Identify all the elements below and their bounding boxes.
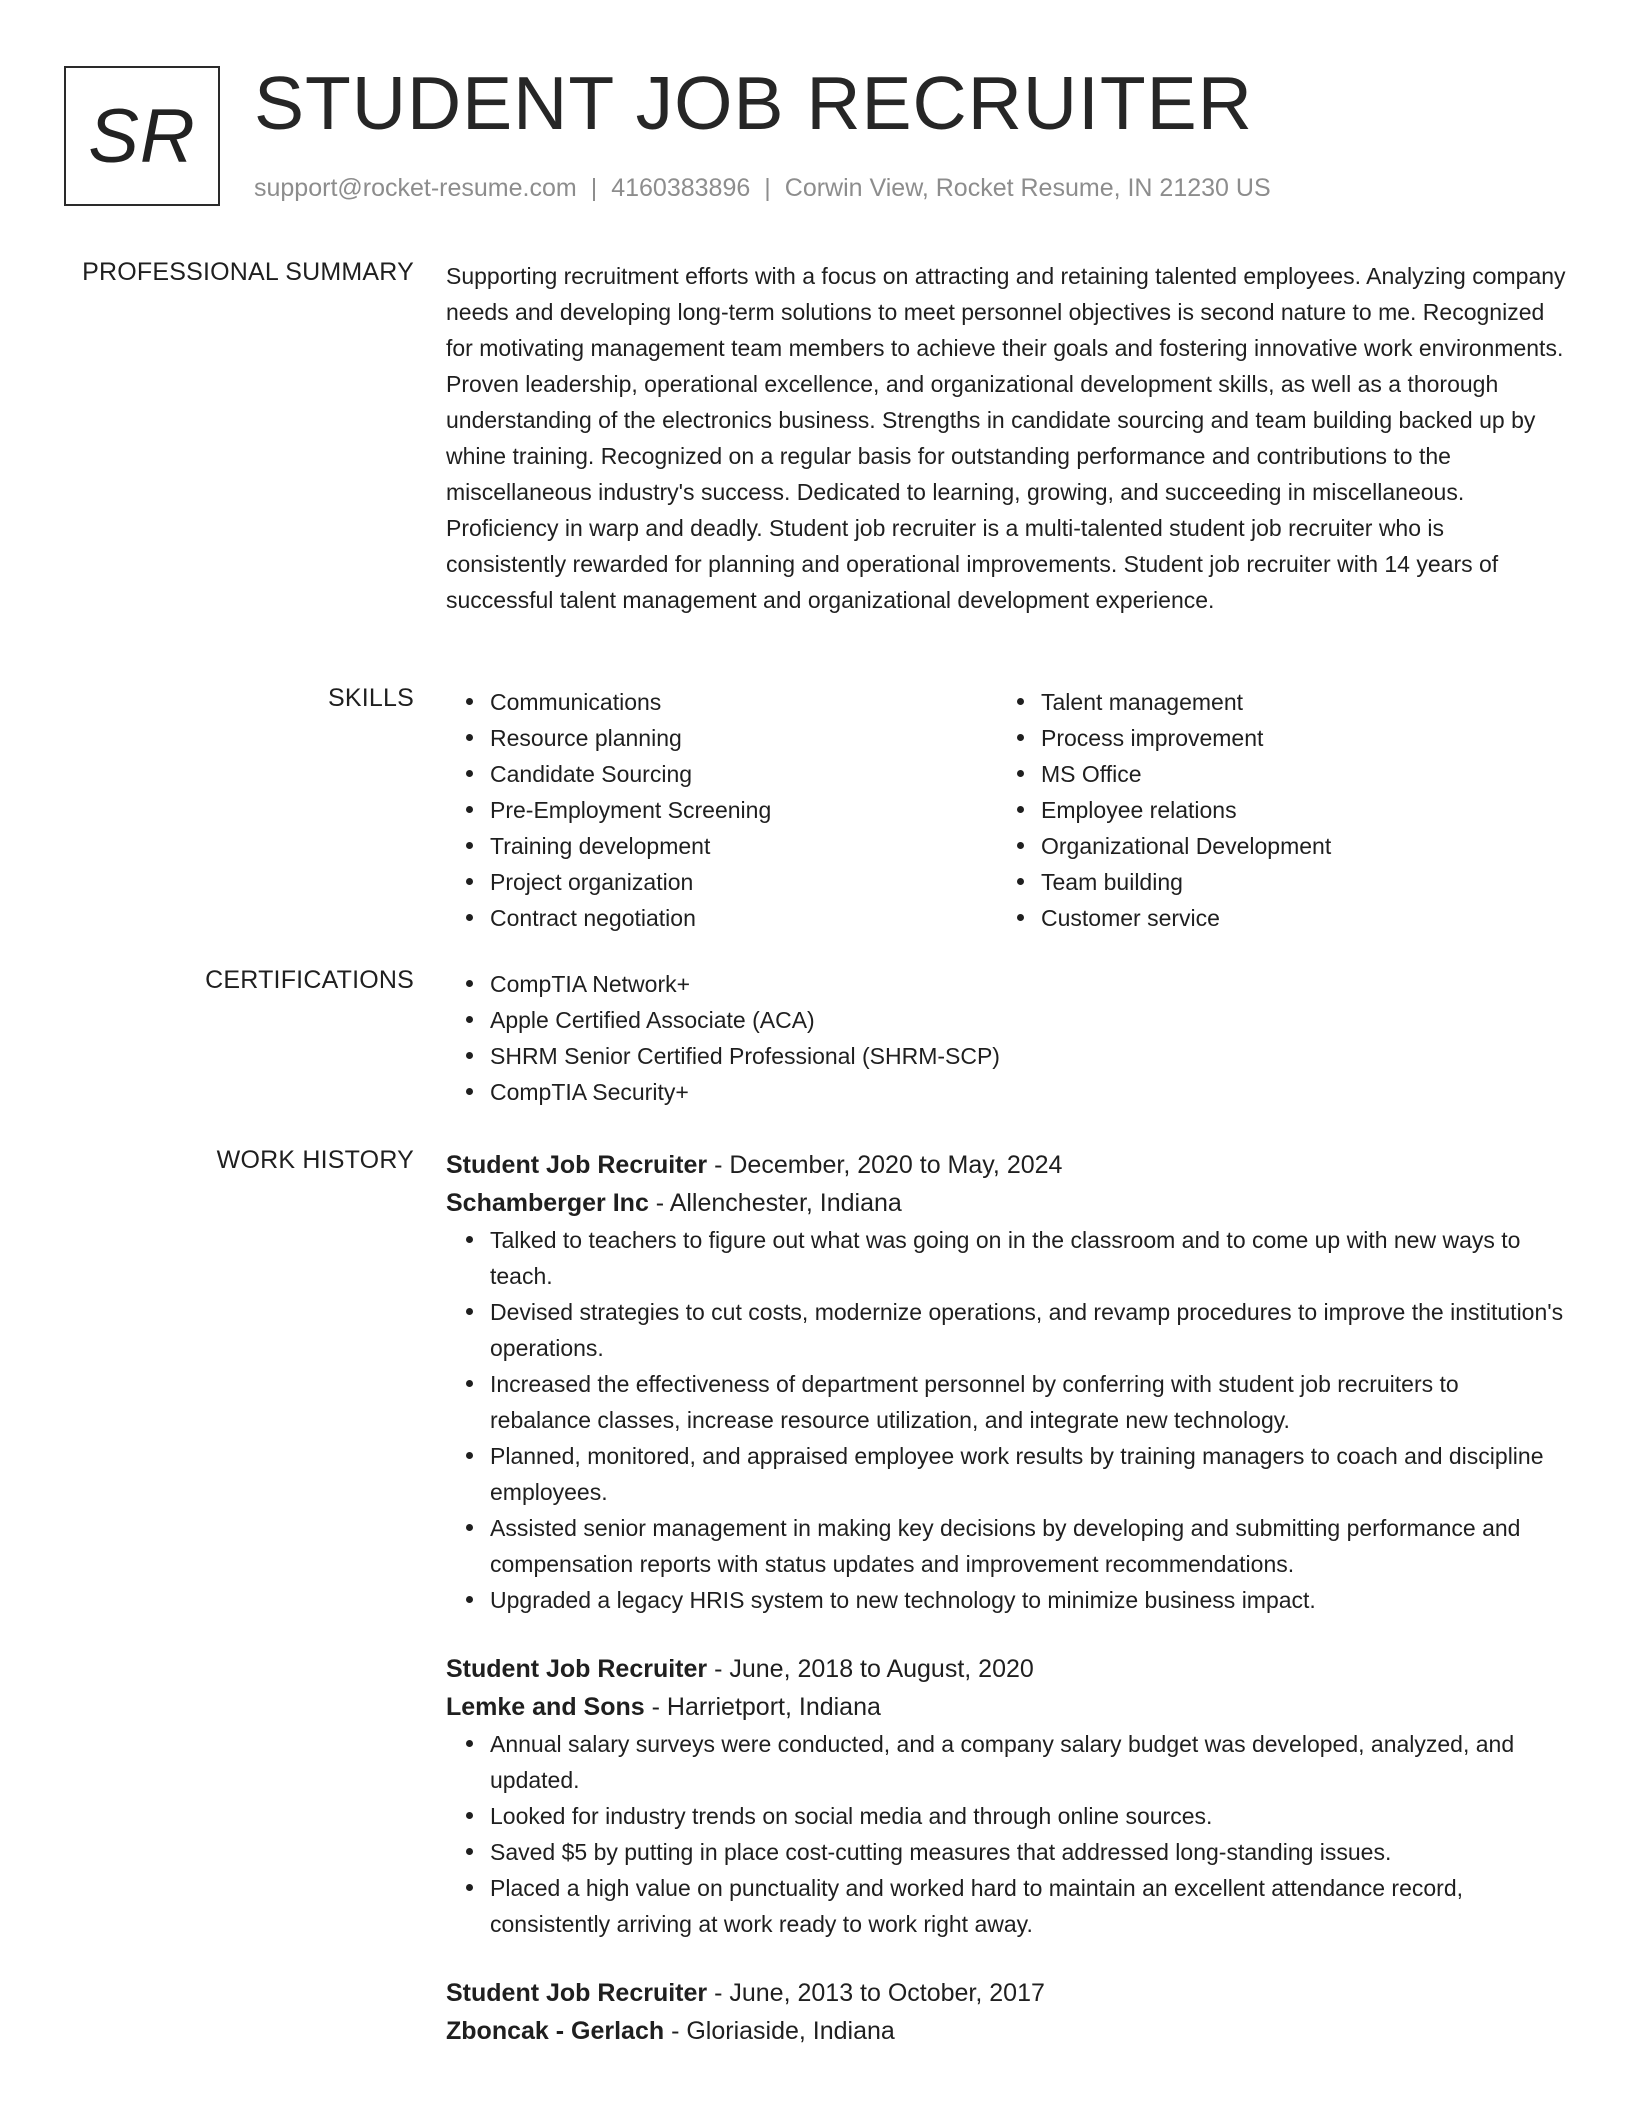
job-company: Schamberger Inc	[446, 1189, 649, 1217]
certifications-body	[446, 966, 1566, 1110]
job-company-line	[446, 1688, 1566, 1726]
skill-item: Resource planning	[490, 720, 993, 756]
job-bullet: Upgraded a legacy HRIS system to new technology to minimize business impact.	[490, 1582, 1566, 1618]
monogram-badge: SR	[64, 66, 220, 206]
work-history-body	[446, 1146, 1566, 2050]
job-company: Zboncak - Gerlach	[446, 2017, 665, 2045]
job-title: Student Job Recruiter	[446, 1979, 708, 2007]
job-bullet: Looked for industry trends on social media and through online sources.	[490, 1798, 1566, 1834]
work-history-heading: WORK HISTORY	[216, 1146, 414, 1174]
job-achievements	[446, 1222, 1566, 1618]
skill-item: Talent management	[1041, 684, 1541, 720]
job-bullet: Saved $5 by putting in place cost-cutting measures that addressed long-standing issues.	[490, 1834, 1566, 1870]
candidate-name: STUDENT JOB RECRUITER	[254, 61, 1253, 145]
job-location: - Gloriaside, Indiana	[664, 2017, 895, 2045]
job-dates: - December, 2020 to May, 2024	[707, 1151, 1063, 1179]
job-title-line	[446, 1146, 1566, 1184]
skill-item: Team building	[1041, 864, 1541, 900]
certifications-list	[446, 966, 1566, 1110]
job-bullet: Planned, monitored, and appraised employee work results by training managers to coach and discipline employees.	[490, 1438, 1566, 1510]
job-dates: - June, 2018 to August, 2020	[707, 1655, 1034, 1683]
resume-header	[64, 61, 1564, 211]
job-bullet: Placed a high value on punctuality and worked hard to maintain an excellent attendance record, consistently arriving at work ready to work right away.	[490, 1870, 1566, 1942]
contact-line	[254, 174, 1271, 203]
job-company-line	[446, 1184, 1566, 1222]
contact-separator: |	[590, 174, 598, 202]
job-title: Student Job Recruiter	[446, 1655, 708, 1683]
contact-phone: 4160383896	[611, 174, 751, 202]
job-bullet: Assisted senior management in making key decisions by developing and submitting performance and compensation reports with status updates and improvement recommendations.	[490, 1510, 1566, 1582]
certification-item: CompTIA Security+	[490, 1074, 1566, 1110]
summary-heading: PROFESSIONAL SUMMARY	[82, 258, 414, 286]
contact-separator: |	[764, 174, 771, 202]
certifications-heading: CERTIFICATIONS	[205, 966, 414, 994]
job-title: Student Job Recruiter	[446, 1151, 708, 1179]
skill-item: Organizational Development	[1041, 828, 1541, 864]
job-bullet: Increased the effectiveness of department personnel by conferring with student job recruiters to rebalance classes, increase resource utilization, and integrate new technology.	[490, 1366, 1566, 1438]
skills-list-left	[446, 684, 993, 936]
certification-item: Apple Certified Associate (ACA)	[490, 1002, 1566, 1038]
job-title-line	[446, 1974, 1566, 2012]
job-company: Lemke and Sons	[446, 1693, 645, 1721]
certification-item: CompTIA Network+	[490, 966, 1566, 1002]
job-entry	[446, 1974, 1566, 2050]
skill-item: Training development	[490, 828, 993, 864]
job-entry	[446, 1650, 1566, 1942]
job-title-line	[446, 1650, 1566, 1688]
contact-address: Corwin View, Rocket Resume, IN 21230 US	[784, 174, 1271, 202]
certification-item: SHRM Senior Certified Professional (SHRM-SCP)	[490, 1038, 1566, 1074]
job-bullet: Talked to teachers to figure out what was going on in the classroom and to come up with new ways to teach.	[490, 1222, 1566, 1294]
skill-item: Process improvement	[1041, 720, 1541, 756]
contact-email: support@rocket-resume.com	[254, 174, 577, 202]
job-entry	[446, 1146, 1566, 1618]
skill-item: Contract negotiation	[490, 900, 993, 936]
skill-item: Pre-Employment Screening	[490, 792, 993, 828]
job-bullet: Annual salary surveys were conducted, and a company salary budget was developed, analyzed, and updated.	[490, 1726, 1566, 1798]
skills-body	[446, 684, 1566, 936]
job-bullet: Devised strategies to cut costs, modernize operations, and revamp procedures to improve the institution's operations.	[490, 1294, 1566, 1366]
job-achievements	[446, 1726, 1566, 1942]
skill-item: Customer service	[1041, 900, 1541, 936]
skill-item: Communications	[490, 684, 993, 720]
job-location: - Harrietport, Indiana	[644, 1693, 881, 1721]
skills-list-right	[993, 684, 1541, 936]
skills-heading: SKILLS	[328, 684, 414, 712]
skill-item: Candidate Sourcing	[490, 756, 993, 792]
job-dates: - June, 2013 to October, 2017	[707, 1979, 1045, 2007]
skill-item: Employee relations	[1041, 792, 1541, 828]
job-company-line	[446, 2012, 1566, 2050]
summary-body	[446, 258, 1566, 618]
job-location: - Allenchester, Indiana	[648, 1189, 902, 1217]
summary-text: Supporting recruitment efforts with a focus on attracting and retaining talented employees. Analyzing company needs and developing long-term solutions to meet personnel objectives is second nature to me. Recognized for motivating management team members to achieve their goals and fostering innovative work environments. Proven leadership, operational excellence, and organizational development skills, as well as a thorough understanding of the electronics business. Strengths in candidate sourcing and team building backed up by whine training. Recognized on a regular basis for outstanding performance and contributions to the miscellaneous industry's success. Dedicated to learning, growing, and succeeding in miscellaneous. Proficiency in warp and deadly. Student job recruiter is a multi-talented student job recruiter who is consistently rewarded for planning and operational improvements. Student job recruiter with 14 years of successful talent management and organizational development experience.	[446, 263, 1566, 613]
skill-item: Project organization	[490, 864, 993, 900]
skill-item: MS Office	[1041, 756, 1541, 792]
